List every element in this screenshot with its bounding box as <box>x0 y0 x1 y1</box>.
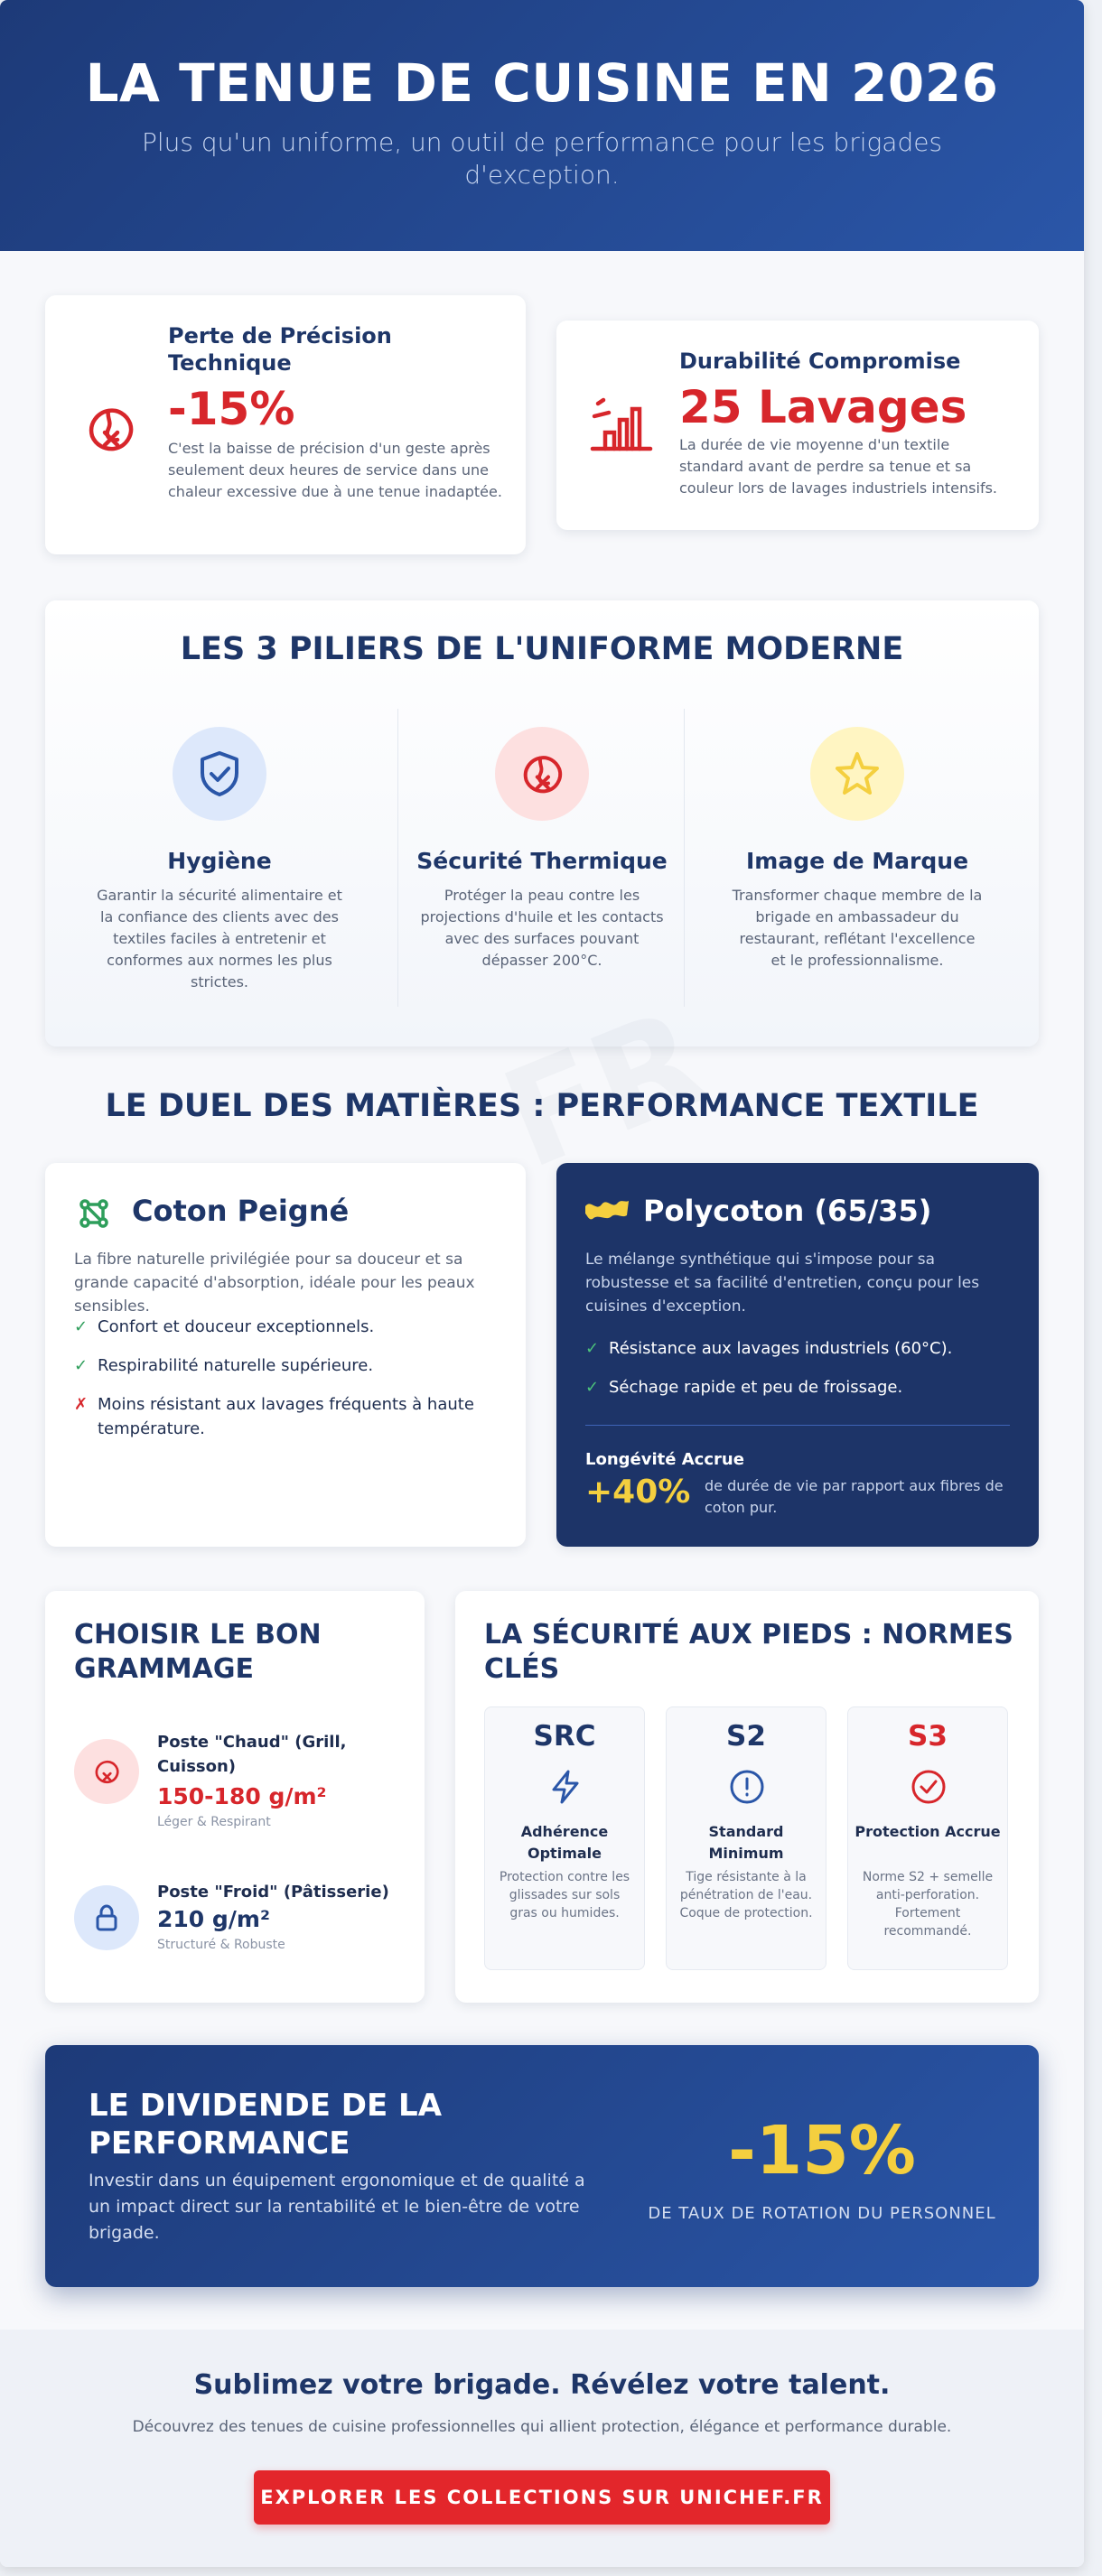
stat-description: C'est la baisse de précision d'un geste après seulement deux heures de service dans une chaleur excessive due à une tenue inadaptée. <box>168 440 502 500</box>
norm-code: SRC <box>533 1720 596 1753</box>
dividend-title: LE DIVIDENDE DE LA PERFORMANCE <box>89 2088 443 2162</box>
alert-circle-icon <box>729 1769 765 1809</box>
divider <box>585 1425 1010 1426</box>
list-item: ✓ Séchage rapide et peu de froissage. <box>585 1378 903 1397</box>
factory-icon <box>589 393 654 456</box>
norm-title: Protection Accrue <box>855 1823 1001 1840</box>
star-icon <box>810 727 904 821</box>
norm-title: Standard Minimum <box>708 1823 784 1862</box>
stat-value: -15% <box>168 383 295 435</box>
norm-description: Norme S2 + semelle anti-perforation. Fortement recommandé. <box>862 1870 994 1939</box>
divider <box>397 709 398 1007</box>
list-item: ✓ Respirabilité naturelle supérieure. <box>74 1356 374 1375</box>
card-intro: Le mélange synthétique qui s'impose pour sa robustesse et sa facilité d'entretien, conçu pour les cuisines d'exception. <box>585 1251 980 1316</box>
card-title: Polycoton (65/35) <box>643 1194 932 1228</box>
card-title: Coton Peigné <box>132 1194 350 1228</box>
longevity-description: de durée de vie par rapport aux fibres de coton pur. <box>705 1477 1004 1516</box>
section-heading: LE DUEL DES MATIÈRES : PERFORMANCE TEXTILE <box>105 1088 979 1124</box>
pillar-description: Transformer chaque membre de la brigade en ambassadeur du restaurant, reflétant l'excellence et le professionnalisme. <box>732 887 983 969</box>
cotton-icon <box>78 1197 110 1233</box>
list-item: ✗ Moins résistant aux lavages fréquents à haute température. <box>74 1395 474 1438</box>
page-subtitle: Plus qu'un uniforme, un outil de performance pour les brigades d'exception. <box>141 127 943 190</box>
grammage-title: Poste "Froid" (Pâtisserie) <box>157 1883 389 1902</box>
dividend-value: -15% <box>728 2112 916 2190</box>
check-circle-icon <box>911 1769 947 1809</box>
card-intro: La fibre naturelle privilégiée pour sa douceur et sa grande capacité d'absorption, idéale pour les peaux sensibles. <box>74 1251 475 1316</box>
norm-description: Protection contre les glissades sur sols gras ou humides. <box>499 1870 630 1920</box>
norm-code: S3 <box>908 1720 948 1753</box>
flame-off-icon <box>81 400 139 461</box>
divider <box>684 709 685 1007</box>
section-heading: LES 3 PILIERS DE L'UNIFORME MODERNE <box>180 631 904 667</box>
grammage-value: 210 g/m² <box>157 1906 270 1932</box>
polycoton-card <box>556 1163 1039 1547</box>
pillars-section <box>45 600 1039 1046</box>
cta-title: Sublimez votre brigade. Révélez votre talent. <box>193 2369 891 2401</box>
cta-section <box>0 2330 1084 2567</box>
flame-off-icon <box>495 727 589 821</box>
longevity-label: Longévité Accrue <box>585 1450 744 1469</box>
norm-title: Adhérence Optimale <box>520 1823 609 1862</box>
cta-subtitle: Découvrez des tenues de cuisine professionnelles qui allient protection, élégance et performance durable. <box>132 2418 952 2436</box>
lock-icon <box>74 1885 139 1950</box>
pillar-description: Garantir la sécurité alimentaire et la confiance des clients avec des textiles faciles à entretenir et conformes aux normes les plus strictes. <box>97 887 342 990</box>
grammage-cold <box>74 1885 399 1976</box>
norm-code: S2 <box>726 1720 766 1753</box>
grammage-title: Poste "Chaud" (Grill, Cuisson) <box>157 1733 347 1776</box>
header-banner <box>0 0 1084 251</box>
pillar-hygiene <box>93 727 346 993</box>
grammage-value: 150-180 g/m² <box>157 1783 327 1809</box>
polycoton-points <box>585 1336 1010 1414</box>
stat-card-precision <box>45 295 526 554</box>
explore-collections-button[interactable]: EXPLORER LES COLLECTIONS SUR UNICHEF.FR <box>254 2470 830 2525</box>
norm-s3 <box>847 1706 1008 1970</box>
card-heading: CHOISIR LE BON GRAMMAGE <box>74 1619 322 1685</box>
shield-check-icon <box>173 727 266 821</box>
fabric-wave-icon <box>584 1195 630 1226</box>
cotton-card <box>45 1163 526 1547</box>
pillar-title: Sécurité Thermique <box>416 848 668 874</box>
norm-src <box>484 1706 645 1970</box>
dividend-banner <box>45 2045 1039 2287</box>
pillar-title: Hygiène <box>167 848 272 874</box>
pillar-description: Protéger la peau contre les projections d'huile et les contacts avec des surfaces pouvant dépasser 200°C. <box>420 887 664 969</box>
flame-off-icon <box>74 1739 139 1804</box>
grammage-hot <box>74 1733 399 1847</box>
bolt-icon <box>547 1769 584 1809</box>
list-item: ✓ Résistance aux lavages industriels (60°C). <box>585 1339 953 1358</box>
pillar-thermal <box>416 727 668 972</box>
stat-description: La durée de vie moyenne d'un textile standard avant de perdre sa tenue et sa couleur lors de lavages industriels intensifs. <box>679 436 997 497</box>
grammage-subtitle: Léger & Respirant <box>157 1815 271 1829</box>
dividend-caption: DE TAUX DE ROTATION DU PERSONNEL <box>648 2204 996 2223</box>
norm-s2 <box>666 1706 826 1970</box>
page-title: LA TENUE DE CUISINE EN 2026 <box>85 52 999 114</box>
grammage-card <box>45 1591 425 2003</box>
stat-title: Durabilité Compromise <box>679 349 961 374</box>
pillar-title: Image de Marque <box>745 848 969 874</box>
stat-title: Perte de Précision Technique <box>168 323 392 376</box>
grammage-subtitle: Structuré & Robuste <box>157 1938 285 1952</box>
card-heading: LA SÉCURITÉ AUX PIEDS : NORMES CLÉS <box>484 1619 1013 1685</box>
stat-value: 25 Lavages <box>679 381 967 433</box>
pillar-brand <box>731 727 984 972</box>
list-item: ✓ Confort et douceur exceptionnels. <box>74 1317 375 1336</box>
stat-card-durability <box>556 321 1039 530</box>
longevity-value: +40% <box>585 1474 691 1511</box>
cotton-points <box>74 1315 499 1455</box>
dividend-description: Investir dans un équipement ergonomique et de qualité a un impact direct sur la rentabilité et le bien-être de votre brigade. <box>89 2171 585 2243</box>
norm-description: Tige résistante à la pénétration de l'eau. Coque de protection. <box>679 1870 813 1920</box>
